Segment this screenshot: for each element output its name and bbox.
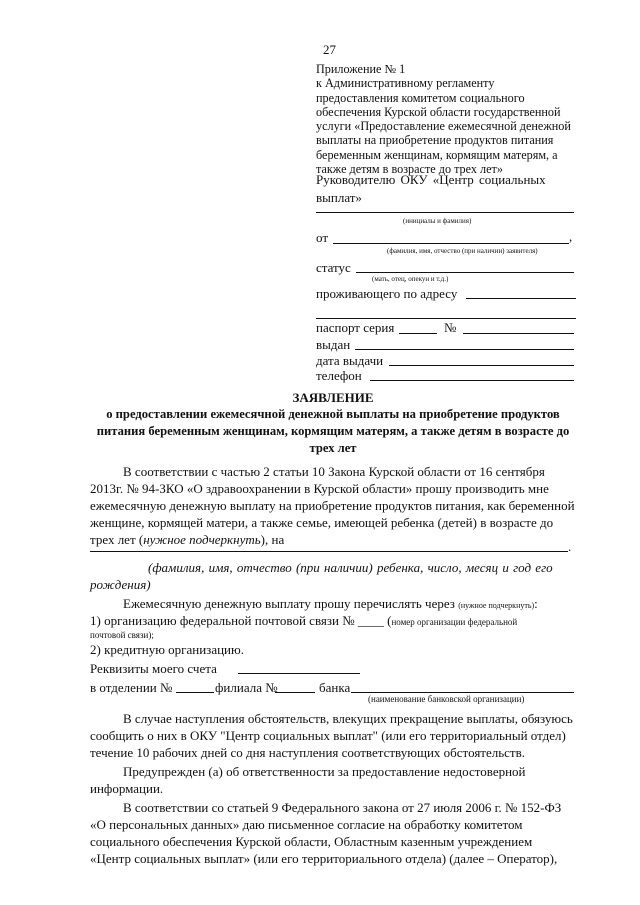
transfer-line	[123, 596, 538, 613]
recipient-name-field[interactable]	[316, 212, 574, 213]
account-label: Реквизиты моего счета	[90, 661, 217, 676]
branch-label: в отделении №	[90, 680, 173, 695]
address-label: проживающего по адресу	[316, 286, 458, 301]
annex-line: к Административному регламенту	[316, 76, 495, 91]
body-line: «О персональных данных» даю письменное согласие на обработку комитетом	[90, 817, 523, 832]
body-line: Предупрежден (а) об ответственности за предоставление недостоверной	[123, 764, 526, 779]
body-line: «Центр социальных выплат» (или его территориального отдела) (далее – Оператор),	[90, 851, 558, 866]
body-line	[90, 532, 284, 547]
body-text: ), на	[260, 532, 285, 547]
option-note-2: почтовой связи);	[90, 630, 154, 640]
child-caption: (фамилия, имя, отчество (при наличии) ребенка, число, месяц и год его	[148, 560, 553, 575]
option-postal[interactable]	[90, 613, 517, 630]
body-line: В соответствии со статьей 9 Федерального закона от 27 июля 2006 г. № 152-ФЗ	[123, 800, 562, 815]
annex-line: Приложение № 1	[316, 62, 406, 76]
body-line: женщине, кормящей матери, а также семье, имеющей ребенка (детей) в возрасте до	[90, 515, 554, 530]
passport-no-label: №	[444, 320, 457, 335]
account-field[interactable]	[238, 673, 360, 674]
address-field[interactable]	[466, 298, 576, 299]
transfer-note: (нужное подчеркнуть)	[458, 601, 535, 610]
body-text: :	[534, 596, 538, 611]
phone-field[interactable]	[370, 380, 574, 381]
option-credit[interactable]: 2) кредитную организацию.	[90, 642, 244, 657]
option-note: номер организации федеральной	[391, 617, 518, 627]
body-line: информации.	[90, 781, 164, 796]
from-field[interactable]	[333, 243, 569, 244]
passport-series-field[interactable]	[399, 333, 437, 334]
from-caption: (фамилия, имя, отчество (при наличии) заявителя)	[387, 247, 538, 255]
recipient-line2: выплат»	[316, 190, 362, 205]
from-comma: ,	[569, 229, 573, 244]
annex-line: обеспечения Курской области государственной	[316, 104, 561, 119]
body-text: 1) организацию федеральной почтовой связи № ____ (	[90, 613, 392, 628]
bank-field[interactable]	[351, 692, 574, 693]
child-caption-2: рождения)	[90, 577, 151, 592]
title-line: питания беременным женщинам, кормящим матерям, а также детям в возрасте до	[96, 424, 570, 438]
status-caption: (мать, отец, опекун и т.д.)	[372, 275, 449, 283]
status-field[interactable]	[356, 272, 574, 273]
annex-line: также детям в возрасте до трех лет»	[316, 162, 503, 177]
issue-date-label: дата выдачи	[316, 353, 384, 368]
recipient-line1: Руководителю ОКУ «Центр социальных	[316, 172, 546, 187]
annex-line: выплаты на приобретение продуктов питания	[316, 133, 554, 148]
body-line: сообщить о них в ОКУ "Центр социальных выплат" (или его территориальный отдел)	[90, 728, 566, 743]
body-line: ежемесячную денежную выплату на приобретение продуктов питания, как беременной	[90, 498, 575, 513]
bank-label: банка	[319, 680, 351, 695]
branch-no-field[interactable]	[176, 692, 214, 693]
from-label: от	[316, 230, 329, 245]
body-line: течение 10 рабочих дней со дня наступления соответствующих обстоятельств.	[90, 745, 526, 760]
body-line: В случае наступления обстоятельств, влекущих прекращение выплаты, обязуюсь	[123, 711, 573, 726]
body-line: социального обеспечения Курской области, Областным казенным учреждением	[90, 834, 533, 849]
body-line: В соответствии с частью 2 статьи 10 Закона Курской области от 16 сентября	[123, 464, 545, 479]
bank-caption: (наименование банковской организации)	[368, 694, 525, 704]
body-text: трех лет (	[90, 532, 144, 547]
phone-label: телефон	[316, 368, 362, 383]
page-number: 27	[323, 42, 336, 57]
child-info-dot: .	[568, 539, 572, 554]
filial-label: филиала №	[215, 680, 278, 695]
document-heading: ЗАЯВЛЕНИЕ	[292, 390, 374, 405]
child-info-field[interactable]	[90, 551, 568, 552]
body-line: 2013г. № 94-ЗКО «О здравоохранении в Курской области» прошу производить мне	[90, 481, 549, 496]
passport-label: паспорт серия	[316, 320, 395, 335]
annex-line: беременным женщинам, кормящим матерям, а	[316, 147, 558, 162]
annex-line: услуги «Предоставление ежемесячной денежной	[316, 119, 571, 134]
issue-date-field[interactable]	[389, 365, 574, 366]
annex-note	[316, 62, 571, 176]
body-text: Ежемесячную денежную выплату прошу перечислять через	[123, 596, 455, 611]
title-line: трех лет	[309, 441, 357, 455]
underline-hint: нужное подчеркнуть	[143, 532, 261, 547]
annex-line: предоставления комитетом социального	[316, 90, 525, 105]
title-line: о предоставлении ежемесячной денежной выплаты на приобретение продуктов	[106, 407, 560, 421]
status-label: статус	[316, 260, 351, 275]
address-field-2[interactable]	[316, 318, 576, 319]
filial-no-field[interactable]	[275, 692, 315, 693]
issued-label: выдан	[316, 337, 351, 352]
passport-number-field[interactable]	[463, 333, 574, 334]
issued-field[interactable]	[355, 349, 574, 350]
initials-caption: (инициалы и фамилия)	[403, 217, 472, 225]
